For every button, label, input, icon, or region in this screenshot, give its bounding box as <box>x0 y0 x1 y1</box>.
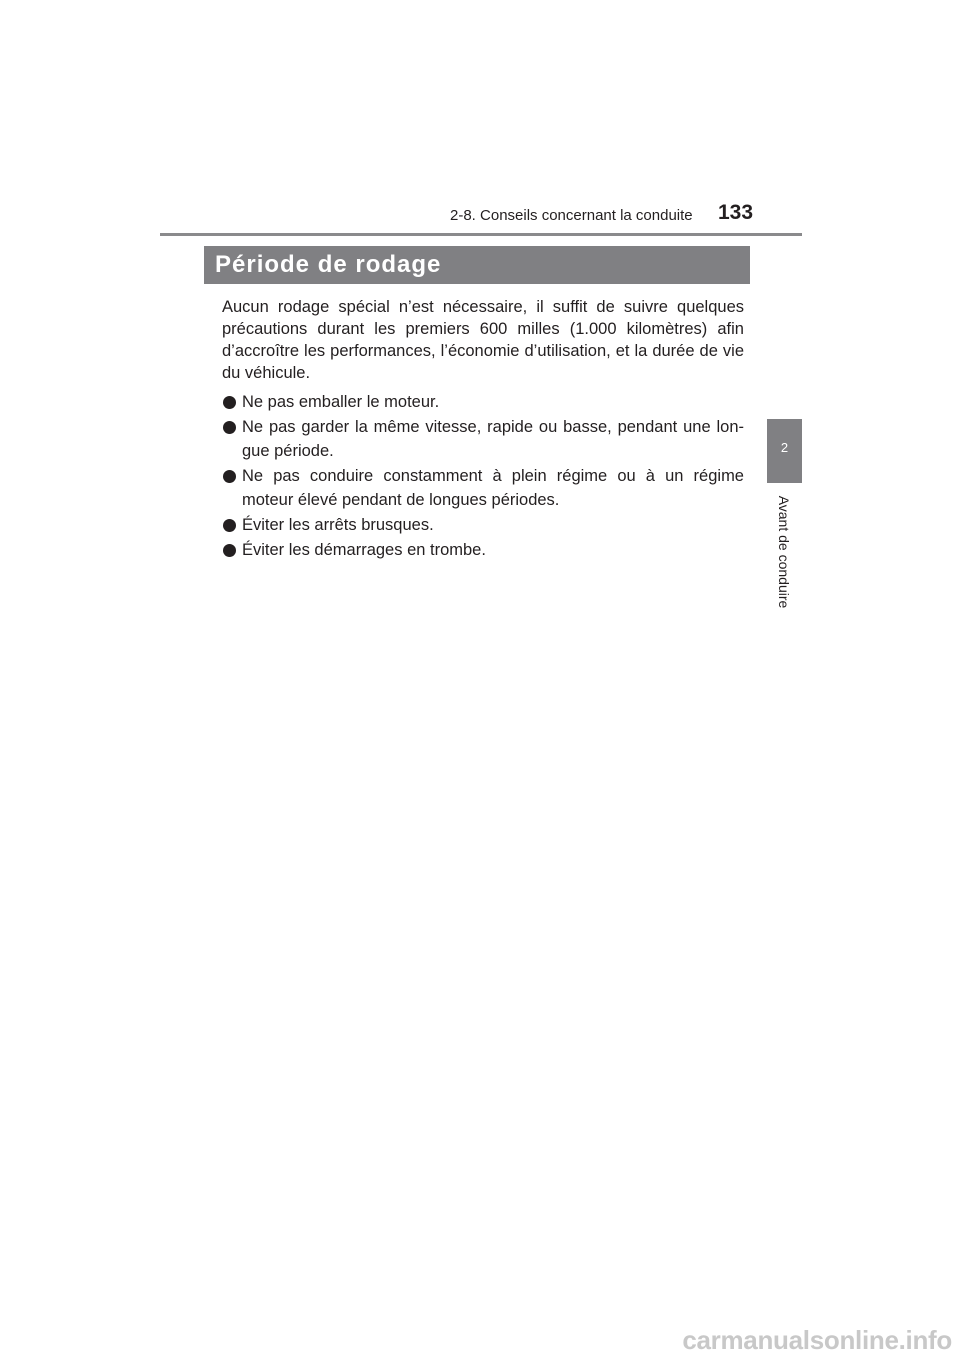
chapter-tab-number: 2 <box>767 419 802 483</box>
page-number: 133 <box>718 201 754 224</box>
bullet-icon <box>223 396 236 409</box>
list-item <box>222 464 744 512</box>
bullet-icon <box>223 519 236 532</box>
list-item-text: Éviter les arrêts brusques. <box>242 516 434 534</box>
bullet-icon <box>223 470 236 483</box>
list-item-text: Éviter les démarrages en trombe. <box>242 541 486 559</box>
running-header-section: 2-8. Conseils concernant la conduite <box>450 207 693 224</box>
list-item-text: Ne pas emballer le moteur. <box>242 393 440 411</box>
list-item-text: Ne pas garder la même vitesse, rapide ou basse, pendant une lon-gue période. <box>242 418 744 460</box>
bullet-icon <box>223 544 236 557</box>
section-title: Période de rodage <box>215 251 442 278</box>
list-item <box>222 538 744 562</box>
section-title-bar <box>204 246 750 284</box>
list-item <box>222 390 744 414</box>
intro-paragraph: Aucun rodage spécial n’est nécessaire, il suffit de suivre quelques précautions durant les premiers 600 milles (1.000 kilomètres) afin d’accroître les performances, l’économie d’utilisation, et la durée de vie du véhicule. <box>222 298 744 382</box>
list-item <box>222 513 744 537</box>
precautions-list <box>222 390 744 562</box>
page-content <box>222 296 744 562</box>
list-item-text: Ne pas conduire constamment à plein régime ou à un régime moteur élevé pendant de longues périodes. <box>242 467 744 509</box>
list-item <box>222 415 744 463</box>
footer-watermark: carmanualsonline.info <box>682 1325 952 1355</box>
bullet-icon <box>223 421 236 434</box>
chapter-tab-label-text: Avant de conduire <box>776 495 792 609</box>
header-divider <box>160 233 802 236</box>
